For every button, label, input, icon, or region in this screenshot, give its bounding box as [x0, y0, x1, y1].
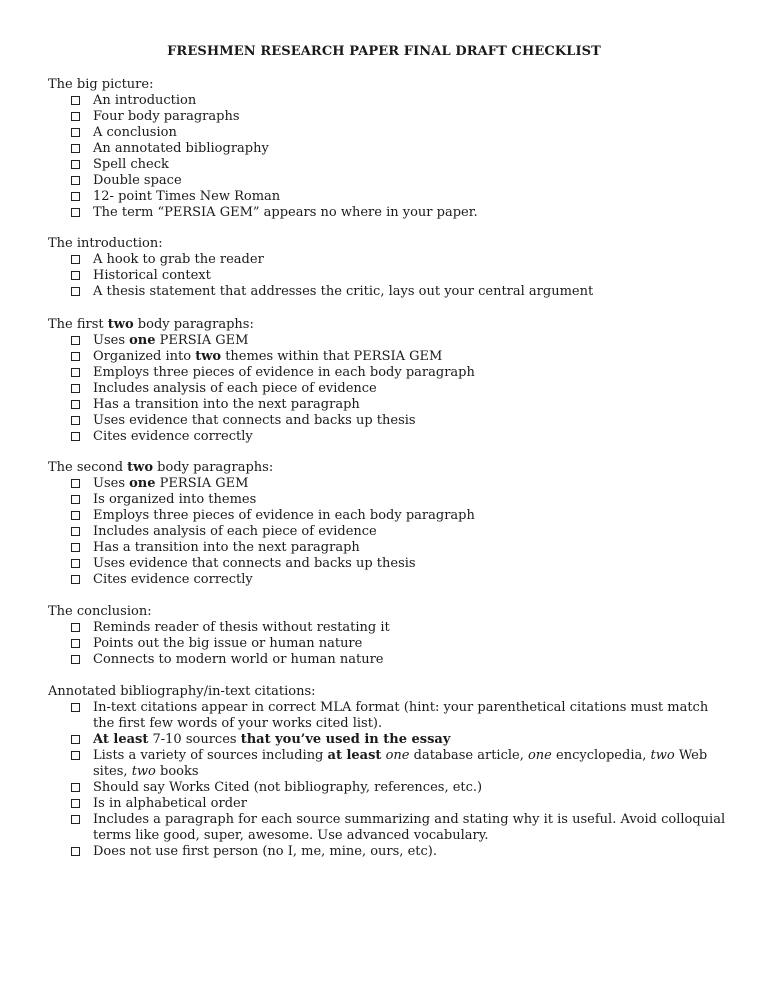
text-run: The introduction:: [48, 236, 163, 251]
section-heading: [48, 317, 728, 333]
bold-text: that you’ve used in the essay: [240, 732, 451, 747]
checklist-item-label: [93, 349, 728, 365]
text-run: database article,: [409, 748, 528, 763]
checkbox-icon[interactable]: [71, 655, 80, 664]
section-heading: [48, 77, 728, 93]
checklist-item: [48, 284, 728, 300]
checklist-item: [48, 349, 728, 365]
checkbox-icon[interactable]: [71, 128, 80, 137]
checklist-item: [48, 780, 728, 796]
checkbox-icon[interactable]: [71, 144, 80, 153]
text-run: Has a transition into the next paragraph: [93, 397, 360, 412]
checklist-item: [48, 141, 728, 157]
text-run: Cites evidence correctly: [93, 572, 253, 587]
checkbox-icon[interactable]: [71, 495, 80, 504]
checklist-item-label: [93, 492, 728, 508]
text-run: Reminds reader of thesis without restating it: [93, 620, 390, 635]
text-run: PERSIA GEM: [155, 476, 249, 491]
checklist-item-label: [93, 556, 728, 572]
text-run: A hook to grab the reader: [93, 252, 264, 267]
checkbox-icon[interactable]: [71, 815, 80, 824]
text-run: Includes analysis of each piece of evidence: [93, 381, 377, 396]
text-run: Should say Works Cited (not bibliography, references, etc.): [93, 780, 483, 795]
text-run: Uses: [93, 476, 130, 491]
checkbox-icon[interactable]: [71, 479, 80, 488]
text-run: The first: [48, 317, 108, 332]
text-run: Lists a variety of sources including: [93, 748, 328, 763]
text-run: 7-10 sources: [148, 732, 241, 747]
section-big-picture: [48, 77, 728, 221]
text-run: A conclusion: [93, 125, 177, 140]
section-first-two-body-paragraphs: [48, 317, 728, 445]
text-run: Does not use first person (no I, me, mine, ours, etc).: [93, 844, 437, 859]
checklist-item-label: [93, 365, 728, 381]
checklist-item-label: [93, 397, 728, 413]
checklist-item-label: [93, 93, 728, 109]
checklist-item-label: [93, 732, 728, 748]
checklist-item: [48, 732, 728, 748]
checkbox-icon[interactable]: [71, 287, 80, 296]
checklist-item-label: [93, 205, 728, 221]
checkbox-icon[interactable]: [71, 527, 80, 536]
text-run: Spell check: [93, 157, 169, 172]
checkbox-icon[interactable]: [71, 384, 80, 393]
bold-text: two: [127, 460, 154, 475]
text-run: The second: [48, 460, 128, 475]
checkbox-icon[interactable]: [71, 703, 80, 712]
checklist-item-label: [93, 173, 728, 189]
checkbox-icon[interactable]: [71, 543, 80, 552]
checkbox-icon[interactable]: [71, 432, 80, 441]
checkbox-icon[interactable]: [71, 735, 80, 744]
checklist-item-label: [93, 381, 728, 397]
bold-text: one: [129, 333, 156, 348]
italic-text: one: [385, 748, 410, 763]
checkbox-icon[interactable]: [71, 160, 80, 169]
checklist-item-label: [93, 620, 728, 636]
checkbox-icon[interactable]: [71, 336, 80, 345]
text-run: Double space: [93, 173, 182, 188]
checklist-item: [48, 268, 728, 284]
text-run: An annotated bibliography: [93, 141, 269, 156]
checklist-item: [48, 700, 728, 732]
checklist-item: [48, 572, 728, 588]
checklist-item: [48, 556, 728, 572]
checklist-item-label: [93, 780, 728, 796]
checkbox-icon[interactable]: [71, 559, 80, 568]
text-run: A thesis statement that addresses the critic, lays out your central argument: [93, 284, 594, 299]
checklist-item: [48, 812, 728, 844]
checklist-item-label: [93, 540, 728, 556]
text-run: body paragraphs:: [133, 317, 254, 332]
checkbox-icon[interactable]: [71, 112, 80, 121]
checklist-item: [48, 381, 728, 397]
text-run: Uses evidence that connects and backs up thesis: [93, 556, 416, 571]
checklist-item-label: [93, 812, 728, 844]
checkbox-icon[interactable]: [71, 783, 80, 792]
text-run: Organized into: [93, 349, 196, 364]
text-run: body paragraphs:: [153, 460, 274, 475]
text-run: Cites evidence correctly: [93, 429, 253, 444]
section-heading: [48, 684, 728, 700]
checklist-item-label: [93, 125, 728, 141]
checklist-item-label: [93, 333, 728, 349]
checklist-item: [48, 93, 728, 109]
checklist-item: [48, 365, 728, 381]
checklist-item: [48, 508, 728, 524]
bold-text: at least: [327, 748, 382, 763]
text-run: Includes analysis of each piece of evidence: [93, 524, 377, 539]
checkbox-icon[interactable]: [71, 176, 80, 185]
checkbox-icon[interactable]: [71, 255, 80, 264]
text-run: Web sites,: [93, 748, 708, 779]
text-run: Includes a paragraph for each source summarizing and stating why it is useful. Avoid colloquial terms like good, super, awesome. Use advanced vocabulary.: [93, 812, 726, 843]
checklist-item: [48, 173, 728, 189]
checkbox-icon[interactable]: [71, 751, 80, 760]
page-title: FRESHMEN RESEARCH PAPER FINAL DRAFT CHECKLIST: [167, 44, 601, 59]
text-run: Uses: [93, 333, 130, 348]
checklist-item: [48, 748, 728, 780]
checkbox-icon[interactable]: [71, 511, 80, 520]
bold-text: At least: [93, 732, 149, 747]
checkbox-icon[interactable]: [71, 271, 80, 280]
text-run: PERSIA GEM: [155, 333, 249, 348]
section-second-two-body-paragraphs: [48, 460, 728, 588]
checkbox-icon[interactable]: [71, 799, 80, 808]
section-heading: [48, 460, 728, 476]
section-heading: [48, 236, 728, 252]
checklist-item-label: [93, 748, 728, 780]
italic-text: one: [527, 748, 552, 763]
checkbox-icon[interactable]: [71, 400, 80, 409]
text-run: encyclopedia,: [551, 748, 651, 763]
checklist-item-label: [93, 796, 728, 812]
checklist-item: [48, 397, 728, 413]
checklist-item: [48, 413, 728, 429]
text-run: Employs three pieces of evidence in each body paragraph: [93, 508, 475, 523]
checkbox-icon[interactable]: [71, 847, 80, 856]
checkbox-icon[interactable]: [71, 416, 80, 425]
checklist-item-label: [93, 284, 728, 300]
checklist-item-label: [93, 189, 728, 205]
checklist-item: [48, 652, 728, 668]
checklist-item: [48, 205, 728, 221]
checklist-item-label: [93, 157, 728, 173]
checklist-item-label: [93, 652, 728, 668]
checklist-item: [48, 157, 728, 173]
checklist-item-label: [93, 476, 728, 492]
checklist-item-label: [93, 429, 728, 445]
checkbox-icon[interactable]: [71, 208, 80, 217]
checklist-item: [48, 252, 728, 268]
bold-text: one: [129, 476, 156, 491]
checkbox-icon[interactable]: [71, 96, 80, 105]
text-run: In-text citations appear in correct MLA format (hint: your parenthetical citations must match the first few words of your works cited list).: [93, 700, 709, 731]
section-introduction: [48, 236, 728, 300]
checklist-item: [48, 620, 728, 636]
italic-text: two: [650, 748, 675, 763]
checklist-item: [48, 429, 728, 445]
bold-text: two: [107, 317, 134, 332]
text-run: The term “PERSIA GEM” appears no where in your paper.: [93, 205, 478, 220]
checklist-item: [48, 540, 728, 556]
italic-text: two: [131, 764, 156, 779]
text-run: Is in alphabetical order: [93, 796, 247, 811]
text-run: books: [155, 764, 199, 779]
checklist-item: [48, 796, 728, 812]
text-run: Historical context: [93, 268, 211, 283]
checklist-item: [48, 524, 728, 540]
checklist-item-label: [93, 109, 728, 125]
section-heading: [48, 604, 728, 620]
text-run: Four body paragraphs: [93, 109, 240, 124]
text-run: Connects to modern world or human nature: [93, 652, 384, 667]
checklist-item: [48, 476, 728, 492]
checkbox-icon[interactable]: [71, 623, 80, 632]
text-run: Has a transition into the next paragraph: [93, 540, 360, 555]
checklist-item: [48, 125, 728, 141]
checkbox-icon[interactable]: [71, 639, 80, 648]
text-run: themes within that PERSIA GEM: [221, 349, 443, 364]
checklist-item-label: [93, 700, 728, 732]
text-run: Employs three pieces of evidence in each body paragraph: [93, 365, 475, 380]
text-run: The conclusion:: [48, 604, 152, 619]
text-run: The big picture:: [48, 77, 154, 92]
checklist-item-label: [93, 636, 728, 652]
checklist-item-label: [93, 268, 728, 284]
checklist-item: [48, 333, 728, 349]
checkbox-icon[interactable]: [71, 368, 80, 377]
checklist-item-label: [93, 252, 728, 268]
checklist-item-label: [93, 572, 728, 588]
text-run: 12- point Times New Roman: [93, 189, 281, 204]
bold-text: two: [195, 349, 222, 364]
section-conclusion: [48, 604, 728, 668]
checklist-item: [48, 109, 728, 125]
section-annotated-bibliography: [48, 684, 728, 860]
checklist-item-label: [93, 844, 728, 860]
text-run: Annotated bibliography/in-text citations:: [48, 684, 316, 699]
checkbox-icon[interactable]: [71, 192, 80, 201]
checklist-item-label: [93, 508, 728, 524]
checklist-item-label: [93, 413, 728, 429]
text-run: Uses evidence that connects and backs up thesis: [93, 413, 416, 428]
checklist-item: [48, 492, 728, 508]
checkbox-icon[interactable]: [71, 575, 80, 584]
checklist-item: [48, 636, 728, 652]
text-run: Points out the big issue or human nature: [93, 636, 363, 651]
checkbox-icon[interactable]: [71, 352, 80, 361]
checklist-item: [48, 844, 728, 860]
text-run: Is organized into themes: [93, 492, 257, 507]
text-run: An introduction: [93, 93, 197, 108]
checklist-item: [48, 189, 728, 205]
checklist-item-label: [93, 141, 728, 157]
checklist-item-label: [93, 524, 728, 540]
